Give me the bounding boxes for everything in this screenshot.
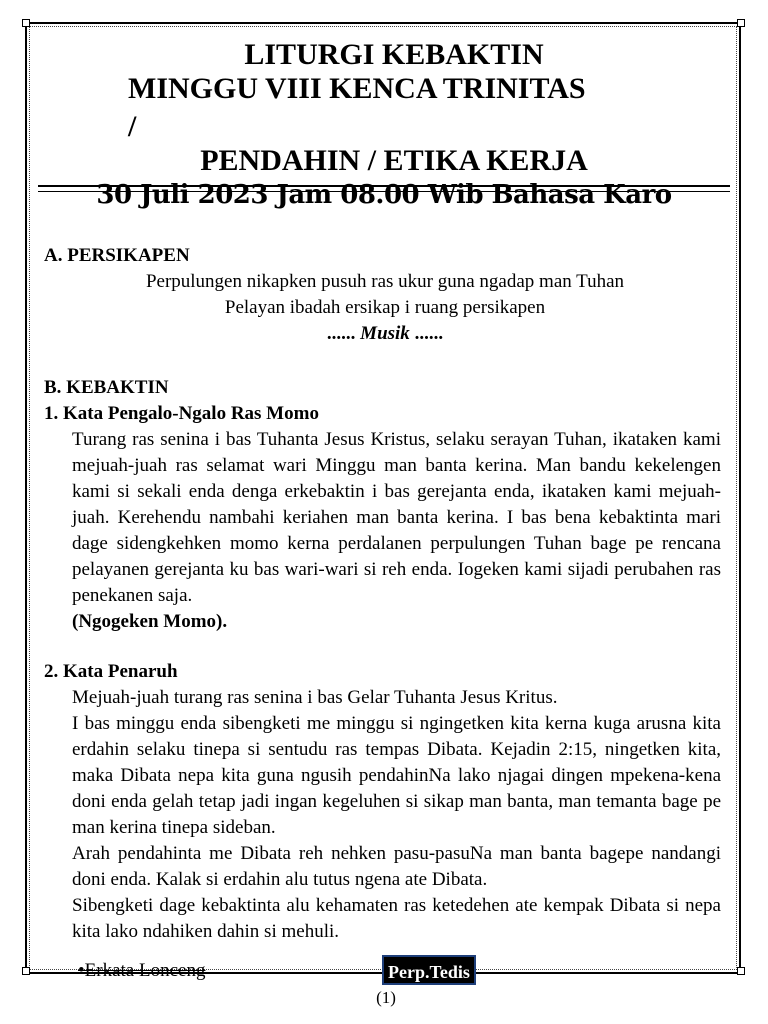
item-1-title: 1. Kata Pengalo-Ngalo Ras Momo [44,403,319,424]
section-a-line-1: Perpulungen nikapken pusuh ras ukur guna ngadap man Tuhan [145,271,625,292]
border-corner [22,967,30,975]
item-2-greeting: Mejuah-juah turang ras senina i bas Gelar Tuhanta Jesus Kritus. [72,687,558,708]
item-2-paragraph-3: Sibengketi dage kebaktinta alu kehamaten ras ketedehen ate kempak Dibata si nepa kita lako ndahiken dahin si mehuli. [72,895,721,942]
item-1-paragraph [72,427,721,635]
title-line-1: LITURGI KEBAKTIN [244,38,544,71]
page-number: (1) [376,988,396,1007]
title-line-2: MINGGU VIII KENCA TRINITAS [128,72,586,105]
item-1-text: Turang ras senina i bas Tuhanta Jesus Kristus, selaku serayan Tuhan, ikataken kami mejuah-juah ras selamat wari Minggu man banta kerina. Man bandu kekelengen kami si sekali enda denga erkebaktin i bas gerejanta enda, ikataken kami mejuah-juah. Kerehendu nambahi keriahen man banta kerina. I bas bena kebaktinta mari dage sidengkehken momo kerna perdalanen perpulungen Tuhan bage pe rencana pelayanen gerejanta ku bas wari-wari si reh enda. Iogeken kami sijadi perubahen ras penekanen saja. [72,429,721,606]
bell-ringing-line: •Erkata Lonceng [78,960,206,981]
title-line-3: / [128,110,137,143]
border-corner [737,19,745,27]
section-a-line-2: Pelayan ibadah ersikap i ruang persikapen [224,297,546,318]
item-2-paragraph-1: I bas minggu enda sibengketi me minggu si ngingetken kita kerna kuga arusna kita erdahin selaku tinepa si sentudu ras tempas Dibata. Kejadin 2:15, ningetken kita, maka Dibata nepa kita guna ngusih pendahinNa lako njagai dingen mpekena-kena doni enda gelah tetap jadi ingan kegeluhen si sikap man banta, man temanta bage pe man kerina tinepa sideban. [72,713,721,838]
border-corner [737,967,745,975]
music-label: Musik [360,323,410,344]
section-b-heading: B. KEBAKTIN [44,377,169,398]
item-2-paragraph-2: Arah pendahinta me Dibata reh nehken pasu-pasuNa man banta bagepe nandangi doni enda. Kalak si erdahin alu tutus ngena ate Dibata. [72,843,721,890]
section-a-heading: A. PERSIKAPEN [44,245,190,266]
publisher-badge: Perp.Tedis [382,955,476,985]
music-dots-left: ...... [326,323,361,344]
service-date: 30 Juli 2023 Jam 08.00 Wib Bahasa Karo [96,180,672,210]
music-cue [40,321,730,347]
title-line-4: PENDAHIN / ETIKA KERJA [200,144,588,177]
music-dots-right: ...... [409,323,444,344]
item-1-closing: (Ngogeken Momo). [72,611,228,632]
border-corner [22,19,30,27]
item-2-title: 2. Kata Penaruh [44,661,178,682]
